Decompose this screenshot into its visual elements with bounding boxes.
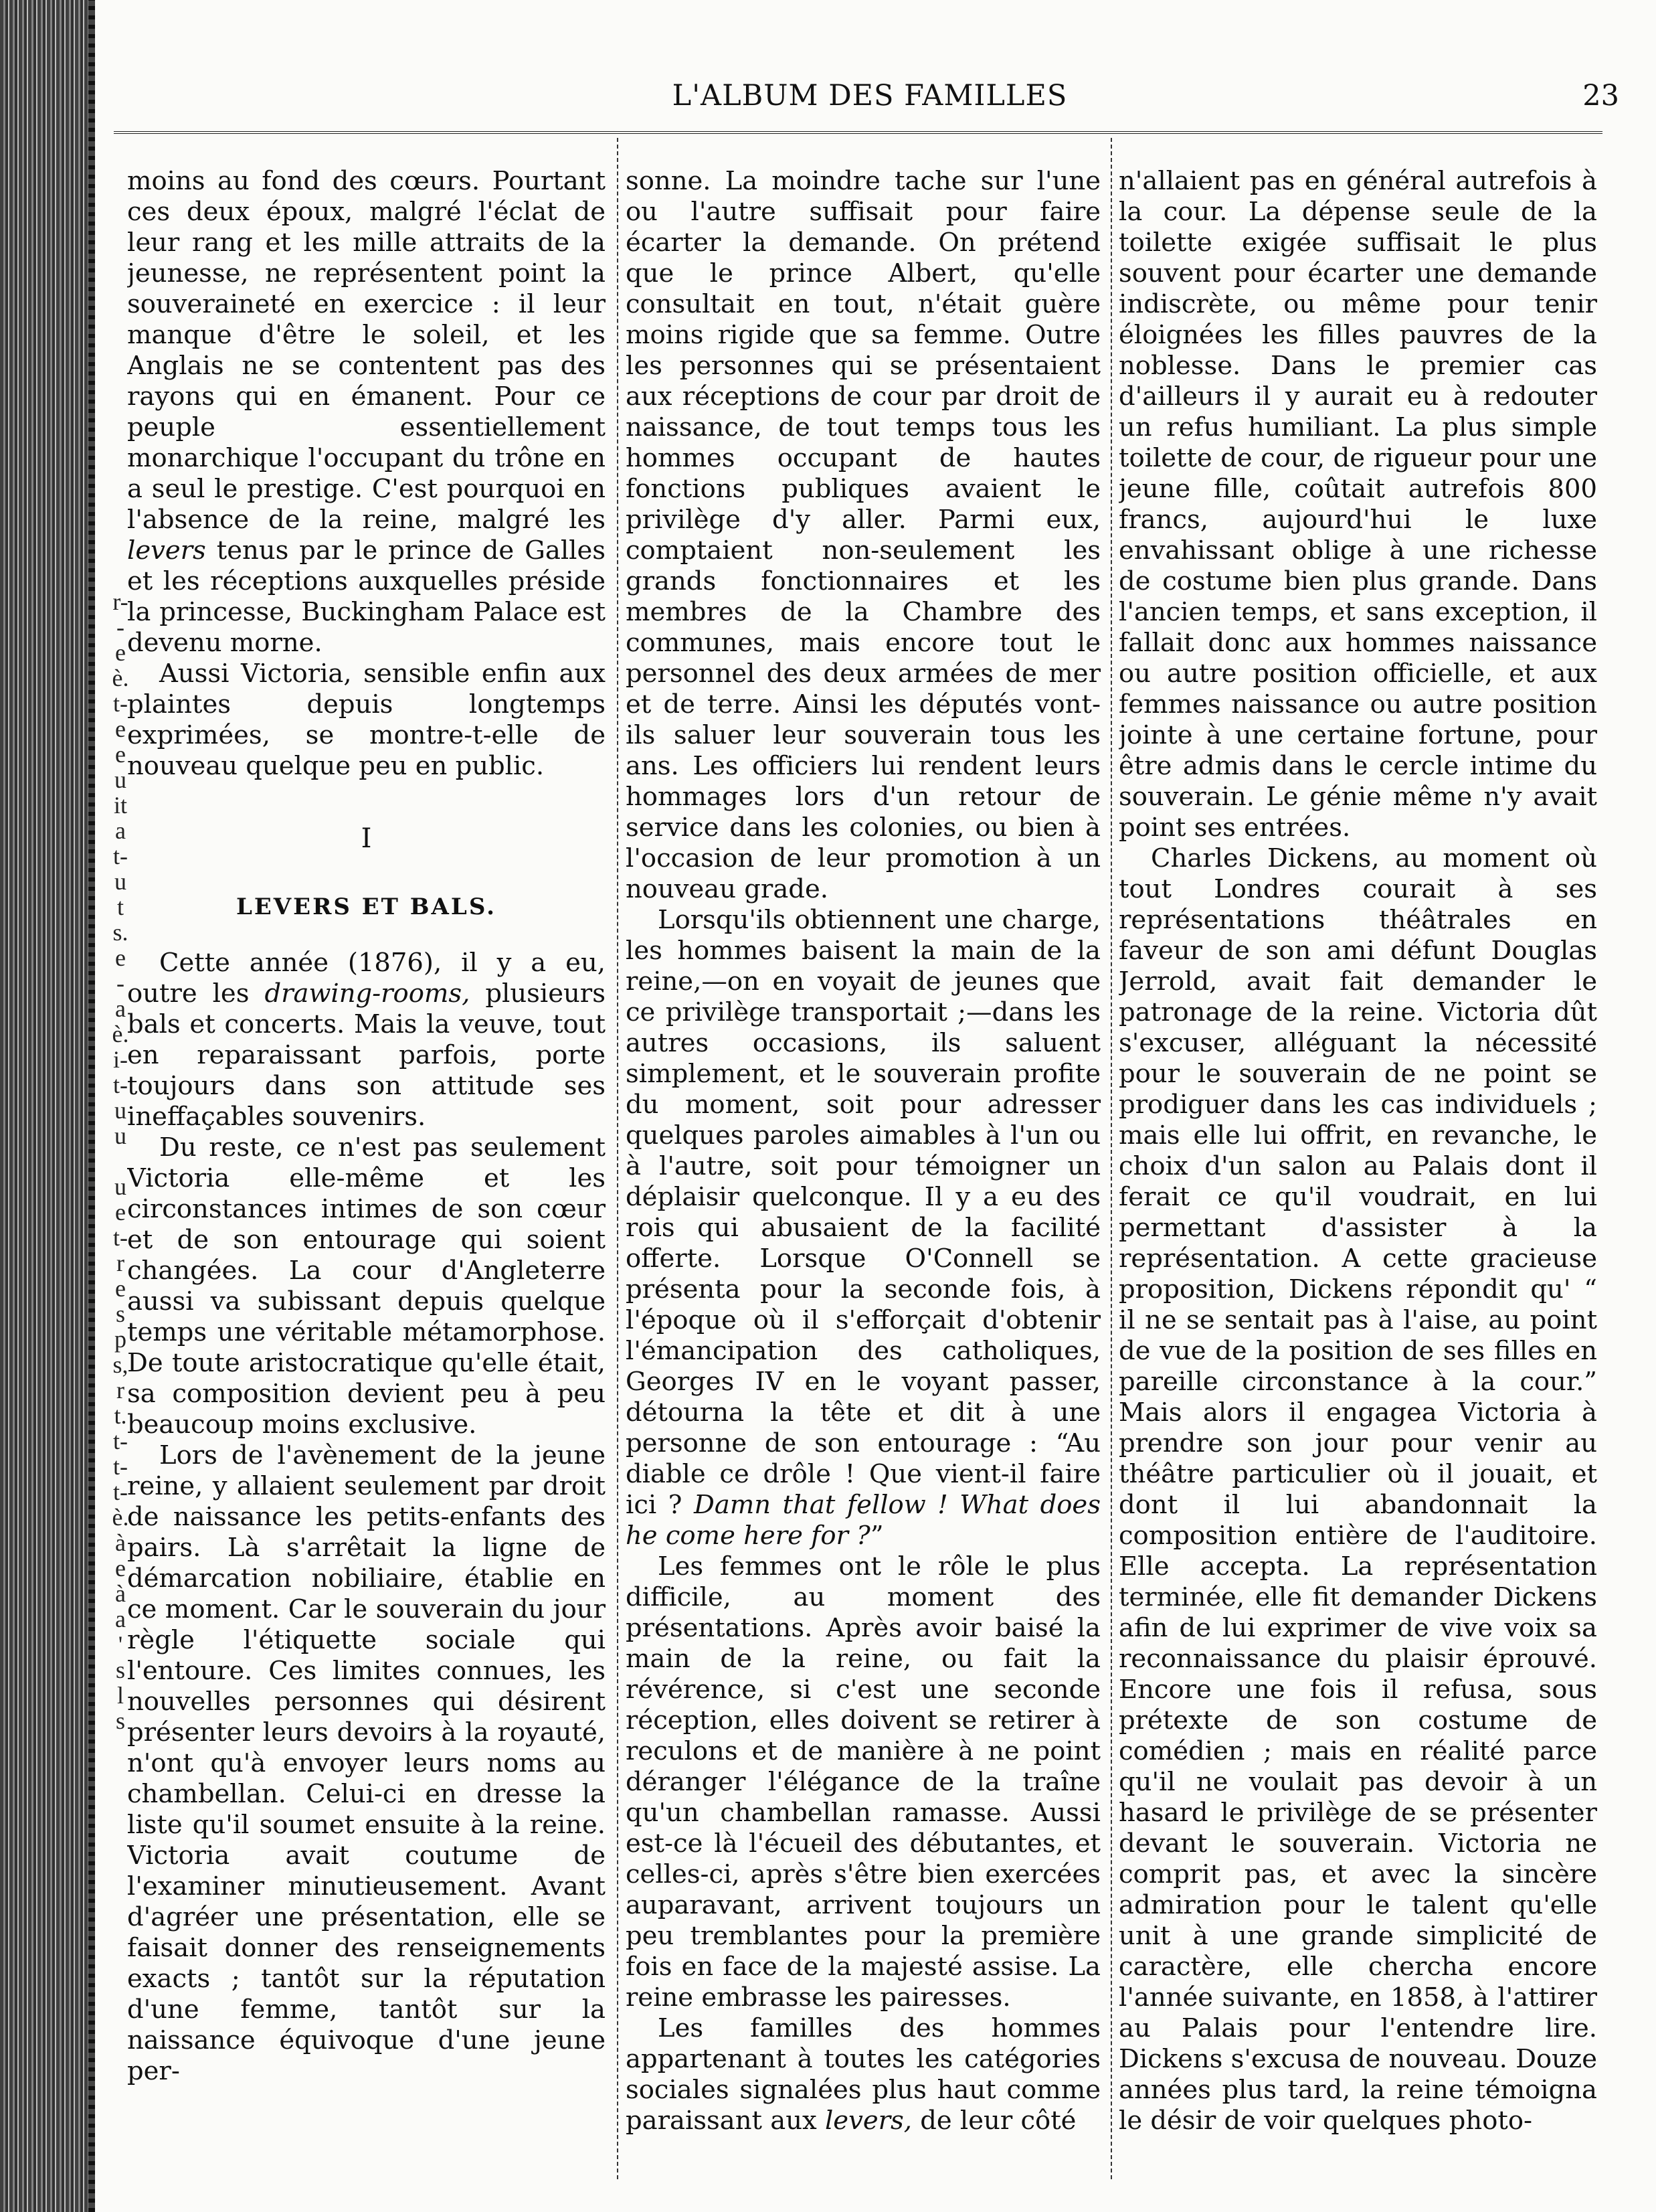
margin-fragment: t-: [113, 1478, 128, 1505]
margin-fragment: r-: [112, 588, 128, 615]
margin-fragment: u: [114, 1173, 126, 1200]
margin-fragment: a: [115, 1606, 126, 1632]
header-rule: [114, 131, 1602, 134]
margin-fragment: u: [114, 766, 126, 793]
margin-fragment: t.: [114, 1402, 127, 1429]
paragraph: Du reste, ce n'est pas seulement Victoria elle-même et les circonstances intimes de son cœur et de son entourage qui soient changées. La cour d'Angleterre aussi va subissant depuis quelque temps une véritable métamorphose. De toute aristocratique qu'elle était, sa composition devient peu à peu beaucoup moins exclusive.: [127, 1132, 606, 1440]
margin-fragment: u: [114, 1122, 126, 1149]
paragraph: Les familles des hommes appartenant à toutes les catégories sociales signalées plus haut comme paraissant aux levers, de leur côté: [626, 2013, 1101, 2136]
margin-fragment: t-: [113, 1072, 128, 1098]
margin-fragment: a: [115, 995, 126, 1022]
margin-fragment: ': [118, 1631, 123, 1658]
margin-fragment: -: [116, 614, 124, 641]
paragraph: Lors de l'avènement de la jeune reine, y allaient seulement par droit de naissance les petits-enfants des pairs. Là s'arrêtait la ligne de démarcation nobiliaire, établie en ce moment. Car le souverain du jour règle l'étiquette sociale qui l'entoure. Ces limites connues, les nouvelles personnes qui désirent présenter leurs devoirs à la royauté, n'ont qu'à envoyer leurs noms au chambellan. Celui-ci en dresse la liste qu'il soumet ensuite à la reine. Victoria avait coutume de l'examiner minutieusement. Avant d'agréer une présentation, elle se faisait donner des renseignements exacts ; tantôt sur la réputation d'une femme, tantôt sur la naissance équivoque d'une jeune per-: [127, 1440, 606, 2086]
page-number: 23: [1582, 79, 1619, 112]
margin-fragment: s: [115, 1707, 125, 1734]
paragraph: Cette année (1876), il y a eu, outre les drawing-rooms, plusieurs bals et concerts. Mais la veuve, tout en reparaissant parfois, porte toujours dans son attitude ses ineffaçables souvenirs.: [127, 948, 606, 1132]
margin-fragment: à: [115, 1529, 126, 1556]
paragraph: n'allaient pas en général autrefois à la cour. La dépense seule de la toilette exigée suffisait le plus souvent pour écarter une demande indiscrète, ou même pour tenir éloignées les filles pauvres de la noblesse. Dans le premier cas d'ailleurs il y aurait eu à redouter un refus humiliant. La plus simple toilette de cour, de rigueur pour une jeune fille, coûtait autrefois 800 francs, aujourd'hui le luxe envahissant oblige à une richesse de costume bien plus grande. Dans l'ancien temps, et sans exception, il fallait donc aux hommes naissance ou autre position officielle, et aux femmes naissance ou autre position jointe à une certaine fortune, pour être admis dans le cercle intime du souverain. Le génie même n'y avait point ses entrées.: [1119, 166, 1597, 843]
margin-fragment: e: [115, 944, 126, 971]
margin-fragment: e: [115, 1275, 126, 1302]
paragraph: Les femmes ont le rôle le plus difficile, au moment des présentations. Après avoir baisé la main de la reine, ou fait la révérence, si c'est une seconde réception, elles doivent se retirer à reculons et de manière à ne point déranger l'élégance de la traîne qu'un chambellan ramasse. Aussi est-ce là l'écueil des débutantes, et celles-ci, après s'être bien exercées auparavant, arrivent toujours un peu tremblantes pour la première fois en face de la majesté assise. La reine embrasse les pairesses.: [626, 1551, 1101, 2013]
paragraph: Lorsqu'ils obtiennent une charge, les hommes baisent la main de la reine,—on en voyait de jeunes que ce privilège transportait ;—dans les autres occasions, ils saluent simplement, et le souverain profite du moment, soit pour adresser quelques paroles aimables à l'un ou à l'autre, soit pour témoigner un déplaisir quelconque. Il y a eu des rois qui abusaient de la facilité offerte. Lorsque O'Connell se présenta pour la seconde fois, à l'époque où il s'efforçait d'obtenir l'émancipation des catholiques, Georges IV en le voyant passer, détourna la tête et dit à une personne de son entourage : “Au diable ce drôle ! Que vient-il faire ici ? Damn that fellow ! What does he come here for ?”: [626, 905, 1101, 1551]
paragraph: sonne. La moindre tache sur l'une ou l'autre suffisait pour faire écarter la demande. On prétend que le prince Albert, qu'elle consultait en tout, n'était guère moins rigide que sa femme. Outre les personnes qui se présentaient aux réceptions de cour par droit de naissance, de tout temps tous les hommes occupant de hautes fonctions publiques avaient le privilège d'y aller. Parmi eux, comptaient non-seulement les grands fonctionnaires et les membres de la Chambre des communes, mais encore tout le personnel des deux armées de mer et de terre. Ainsi les députés vont-ils saluer leur souverain tous les ans. Les officiers lui rendent leurs hommages lors d'un retour de service dans les colonies, ou bien à l'occasion de leur promotion à un nouveau grade.: [626, 166, 1101, 904]
running-title: L'ALBUM DES FAMILLES: [672, 79, 1068, 112]
section-number: I: [361, 823, 372, 854]
column-separator: [1111, 138, 1112, 2179]
margin-fragment: t-: [113, 1428, 128, 1454]
margin-fragment: e: [115, 639, 126, 666]
margin-fragment: t-: [113, 1453, 128, 1480]
margin-fragment: s.: [112, 919, 128, 946]
margin-fragment: l: [116, 1682, 124, 1709]
column-1: [127, 166, 606, 2187]
paragraph: Charles Dickens, au moment où tout Londres courait à ses représentations théâtrales en faveur de son ami défunt Douglas Jerrold, avait fait demander le patronage de la reine. Victoria dût s'excuser, alléguant la nécessité pour le souverain de ne point se prodiguer dans les cas individuels ; mais elle lui offrit, en revanche, le choix d'un salon au Palais dont il ferait ce qu'il voudrait, en lui permettant d'assister à la représentation. A cette gracieuse proposition, Dickens répondit qu' “ il ne se sentait pas à l'aise, au point de vue de la position de ses filles en pareille circonstance à la cour.” Mais alors il engagea Victoria à prendre son jour pour venir au théâtre particulier où il jouait, et dont il lui abandonnait la composition entière de l'auditoire. Elle accepta. La représentation terminée, elle fit demander Dickens afin de lui exprimer de vive voix sa reconnaissance du plaisir éprouvé. Encore une fois il refusa, sous prétexte de son costume de comédien ; mais en réalité parce qu'il ne voulait pas devoir à un hasard le privilège de se présenter devant le souverain. Victoria ne comprit pas, et avec la sincère admiration pour le talent qu'elle unit à une grande simplicité de caractère, elle chercha encore l'année suivante, en 1858, à l'attirer au Palais pour l'entendre lire. Dickens s'excusa de nouveau. Douze années plus tard, la reine témoigna le désir de voir quelques photo-: [1119, 843, 1597, 2136]
margin-fragment: u: [114, 1097, 126, 1124]
book-binding: [0, 0, 94, 2212]
column-separator: [617, 138, 618, 2179]
column-2: [626, 166, 1101, 2187]
margin-fragment: r: [116, 1250, 124, 1276]
margin-fragment: e: [115, 715, 126, 742]
margin-fragment: s: [115, 1300, 125, 1327]
margin-fragment: è.: [112, 1504, 129, 1531]
column-3: [1119, 166, 1597, 2187]
paragraph: moins au fond des cœurs. Pourtant ces deux époux, malgré l'éclat de leur rang et les mille attraits de la jeunesse, ne représentent point la souveraineté en exercice : il leur manque d'être le soleil, et les Anglais ne se contentent pas des rayons qui en émanent. Pour ce peuple essentiellement monarchique l'occupant du trône en a seul le prestige. C'est pourquoi en l'absence de la reine, malgré les levers tenus par le prince de Galles et les réceptions auxquelles préside la princesse, Buckingham Palace est devenu morne.: [127, 166, 606, 658]
margin-fragment: t-: [113, 1224, 128, 1251]
margin-fragment: a: [115, 817, 126, 844]
page-header: [120, 79, 1619, 126]
margin-fragment: u: [114, 868, 126, 895]
margin-fragment: e: [115, 1555, 126, 1582]
section-title: LEVERS ET BALS.: [236, 894, 497, 920]
margin-fragment: è.: [112, 665, 129, 691]
margin-fragment: s,: [112, 1351, 128, 1378]
paragraph: Aussi Victoria, sensible enfin aux plaintes depuis longtemps exprimées, se montre-t-elle de nouveau quelque peu en public.: [127, 659, 606, 781]
margin-fragment: r: [116, 1377, 124, 1403]
margin-fragment: -: [116, 970, 124, 997]
margin-fragment: i-: [113, 1046, 128, 1073]
binding-edge: [88, 0, 95, 2212]
margin-fragment: è.: [112, 1021, 129, 1047]
margin-fragment: t-: [113, 843, 128, 869]
margin-fragment: t-: [113, 690, 128, 717]
margin-fragment: à: [115, 1580, 126, 1607]
margin-fragment: t: [116, 894, 124, 920]
margin-fragment: e: [115, 1199, 126, 1225]
margin-fragment: it: [113, 792, 127, 819]
margin-fragment: s: [115, 1656, 125, 1683]
margin-fragment: e: [115, 741, 126, 768]
margin-fragment: p: [114, 1326, 126, 1353]
